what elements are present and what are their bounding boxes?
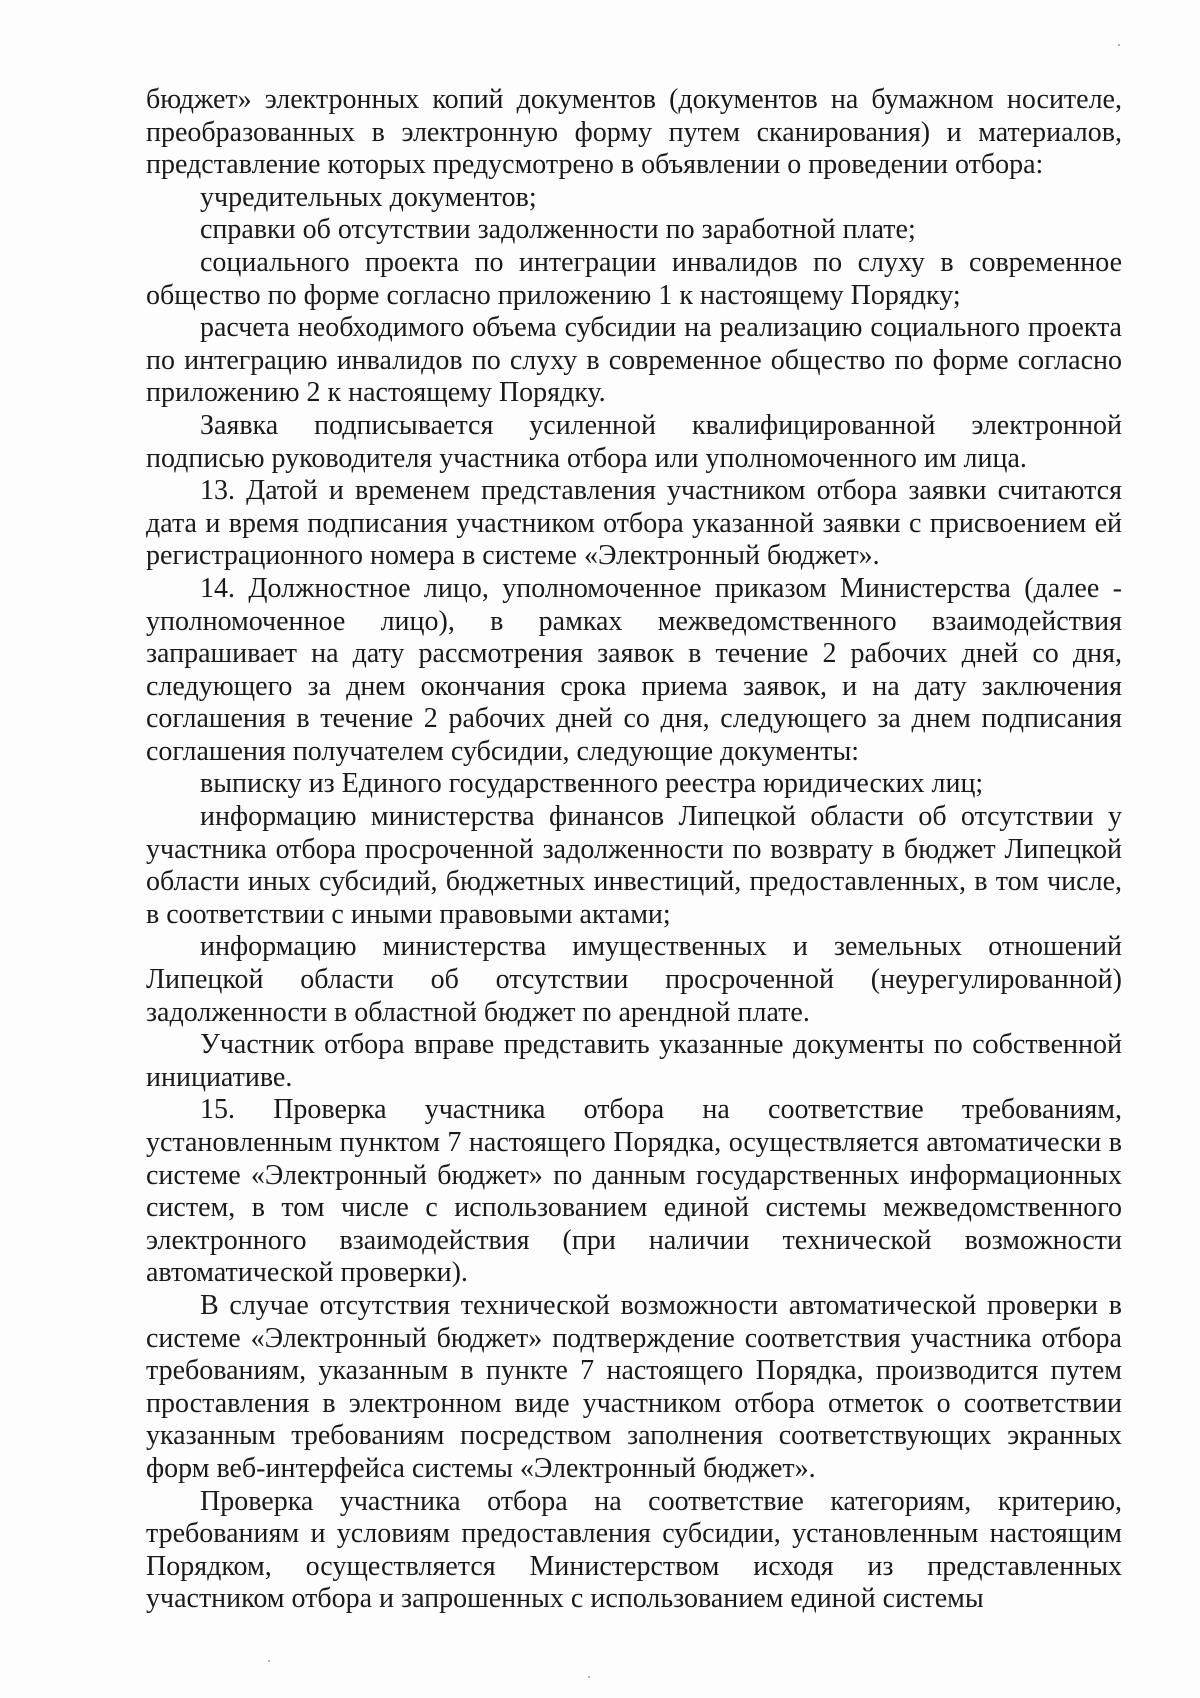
clause-15: 15. Проверка участника отбора на соответствие требованиям, установленным пунктом 7 настоящего Порядка, осуществляется автоматически в системе «Электронный бюджет» по данным государственных информационных систем, в том числе с использованием единой системы межведомственного электронного взаимодействия (при наличии технической возможности автоматической проверки).	[146, 1094, 1122, 1289]
paragraph-own-initiative: Участник отбора вправе представить указанные документы по собственной инициативе.	[146, 1029, 1122, 1093]
paragraph-application-signature: Заявка подписывается усиленной квалифицированной электронной подписью руководителя участника отбора или уполномоченного им лица.	[146, 409, 1122, 474]
list-item-founding-documents: учредительных документов;	[200, 181, 537, 213]
scan-dot-mark	[588, 1676, 590, 1678]
list-item-property-ministry-info: информацию министерства имущественных и земельных отношений Липецкой области об отсутствии просроченной (неурегулированной) задолженности в областной бюджет по арендной плате.	[146, 931, 1122, 1028]
paragraph-ministry-check: Проверка участника отбора на соответствие категориям, критерию, требованиям и условиям предоставления субсидии, установленным настоящим Порядком, осуществляется Министерством исходя из представленных участником отбора и запрошенных с использованием единой системы	[146, 1485, 1122, 1615]
list-item-registry-extract: выписку из Единого государственного реестра юридических лиц;	[200, 768, 984, 800]
paragraph-no-technical-possibility: В случае отсутствия технической возможности автоматической проверки в системе «Электронный бюджет» подтверждение соответствия участника отбора требованиям, указанным в пункте 7 настоящего Порядка, производится путем проставления в электронном виде участником отбора отметок о соответствии указанным требованиям посредством заполнения соответствующих экранных форм веб-интерфейса системы «Электронный бюджет».	[146, 1289, 1122, 1484]
clause-14: 14. Должностное лицо, уполномоченное приказом Министерства (далее - уполномоченное лицо), в рамках межведомственного взаимодействия запрашивает на дату рассмотрения заявок в течение 2 рабочих дней со дня, следующего за днем окончания срока приема заявок, и на дату заключения соглашения в течение 2 рабочих дней со дня, следующего за днем подписания соглашения получателем субсидии, следующие документы:	[146, 572, 1122, 767]
list-item-subsidy-calculation: расчета необходимого объема субсидии на реализацию социального проекта по интеграцию инвалидов по слуху в современное общество по форме согласно приложению 2 к настоящему Порядку.	[146, 312, 1122, 409]
clause-13: 13. Датой и временем представления участником отбора заявки считаются дата и время подписания участником отбора указанной заявки с присвоением ей регистрационного номера в системе «Электронный бюджет».	[146, 475, 1122, 572]
list-item-salary-debt-certificate: справки об отсутствии задолженности по заработной плате;	[200, 214, 916, 246]
list-item-social-project: социального проекта по интеграции инвалидов по слуху в современное общество по форме согласно приложению 1 к настоящему Порядку;	[146, 246, 1122, 311]
scan-dot-mark	[1118, 44, 1120, 46]
list-item-finance-ministry-info: информацию министерства финансов Липецкой области об отсутствии у участника отбора просроченной задолженности по возврату в бюджет Липецкой области иных субсидий, бюджетных инвестиций, предоставленных, в том числе, в соответствии с иными правовыми актами;	[146, 801, 1122, 930]
paragraph-continuation: бюджет» электронных копий документов (документов на бумажном носителе, преобразованных в электронную форму путем сканирования) и материалов, представление которых предусмотрено в объявлении о проведении отбора:	[146, 84, 1122, 181]
scan-dot-mark	[268, 1660, 270, 1662]
document-body	[146, 84, 1122, 1616]
